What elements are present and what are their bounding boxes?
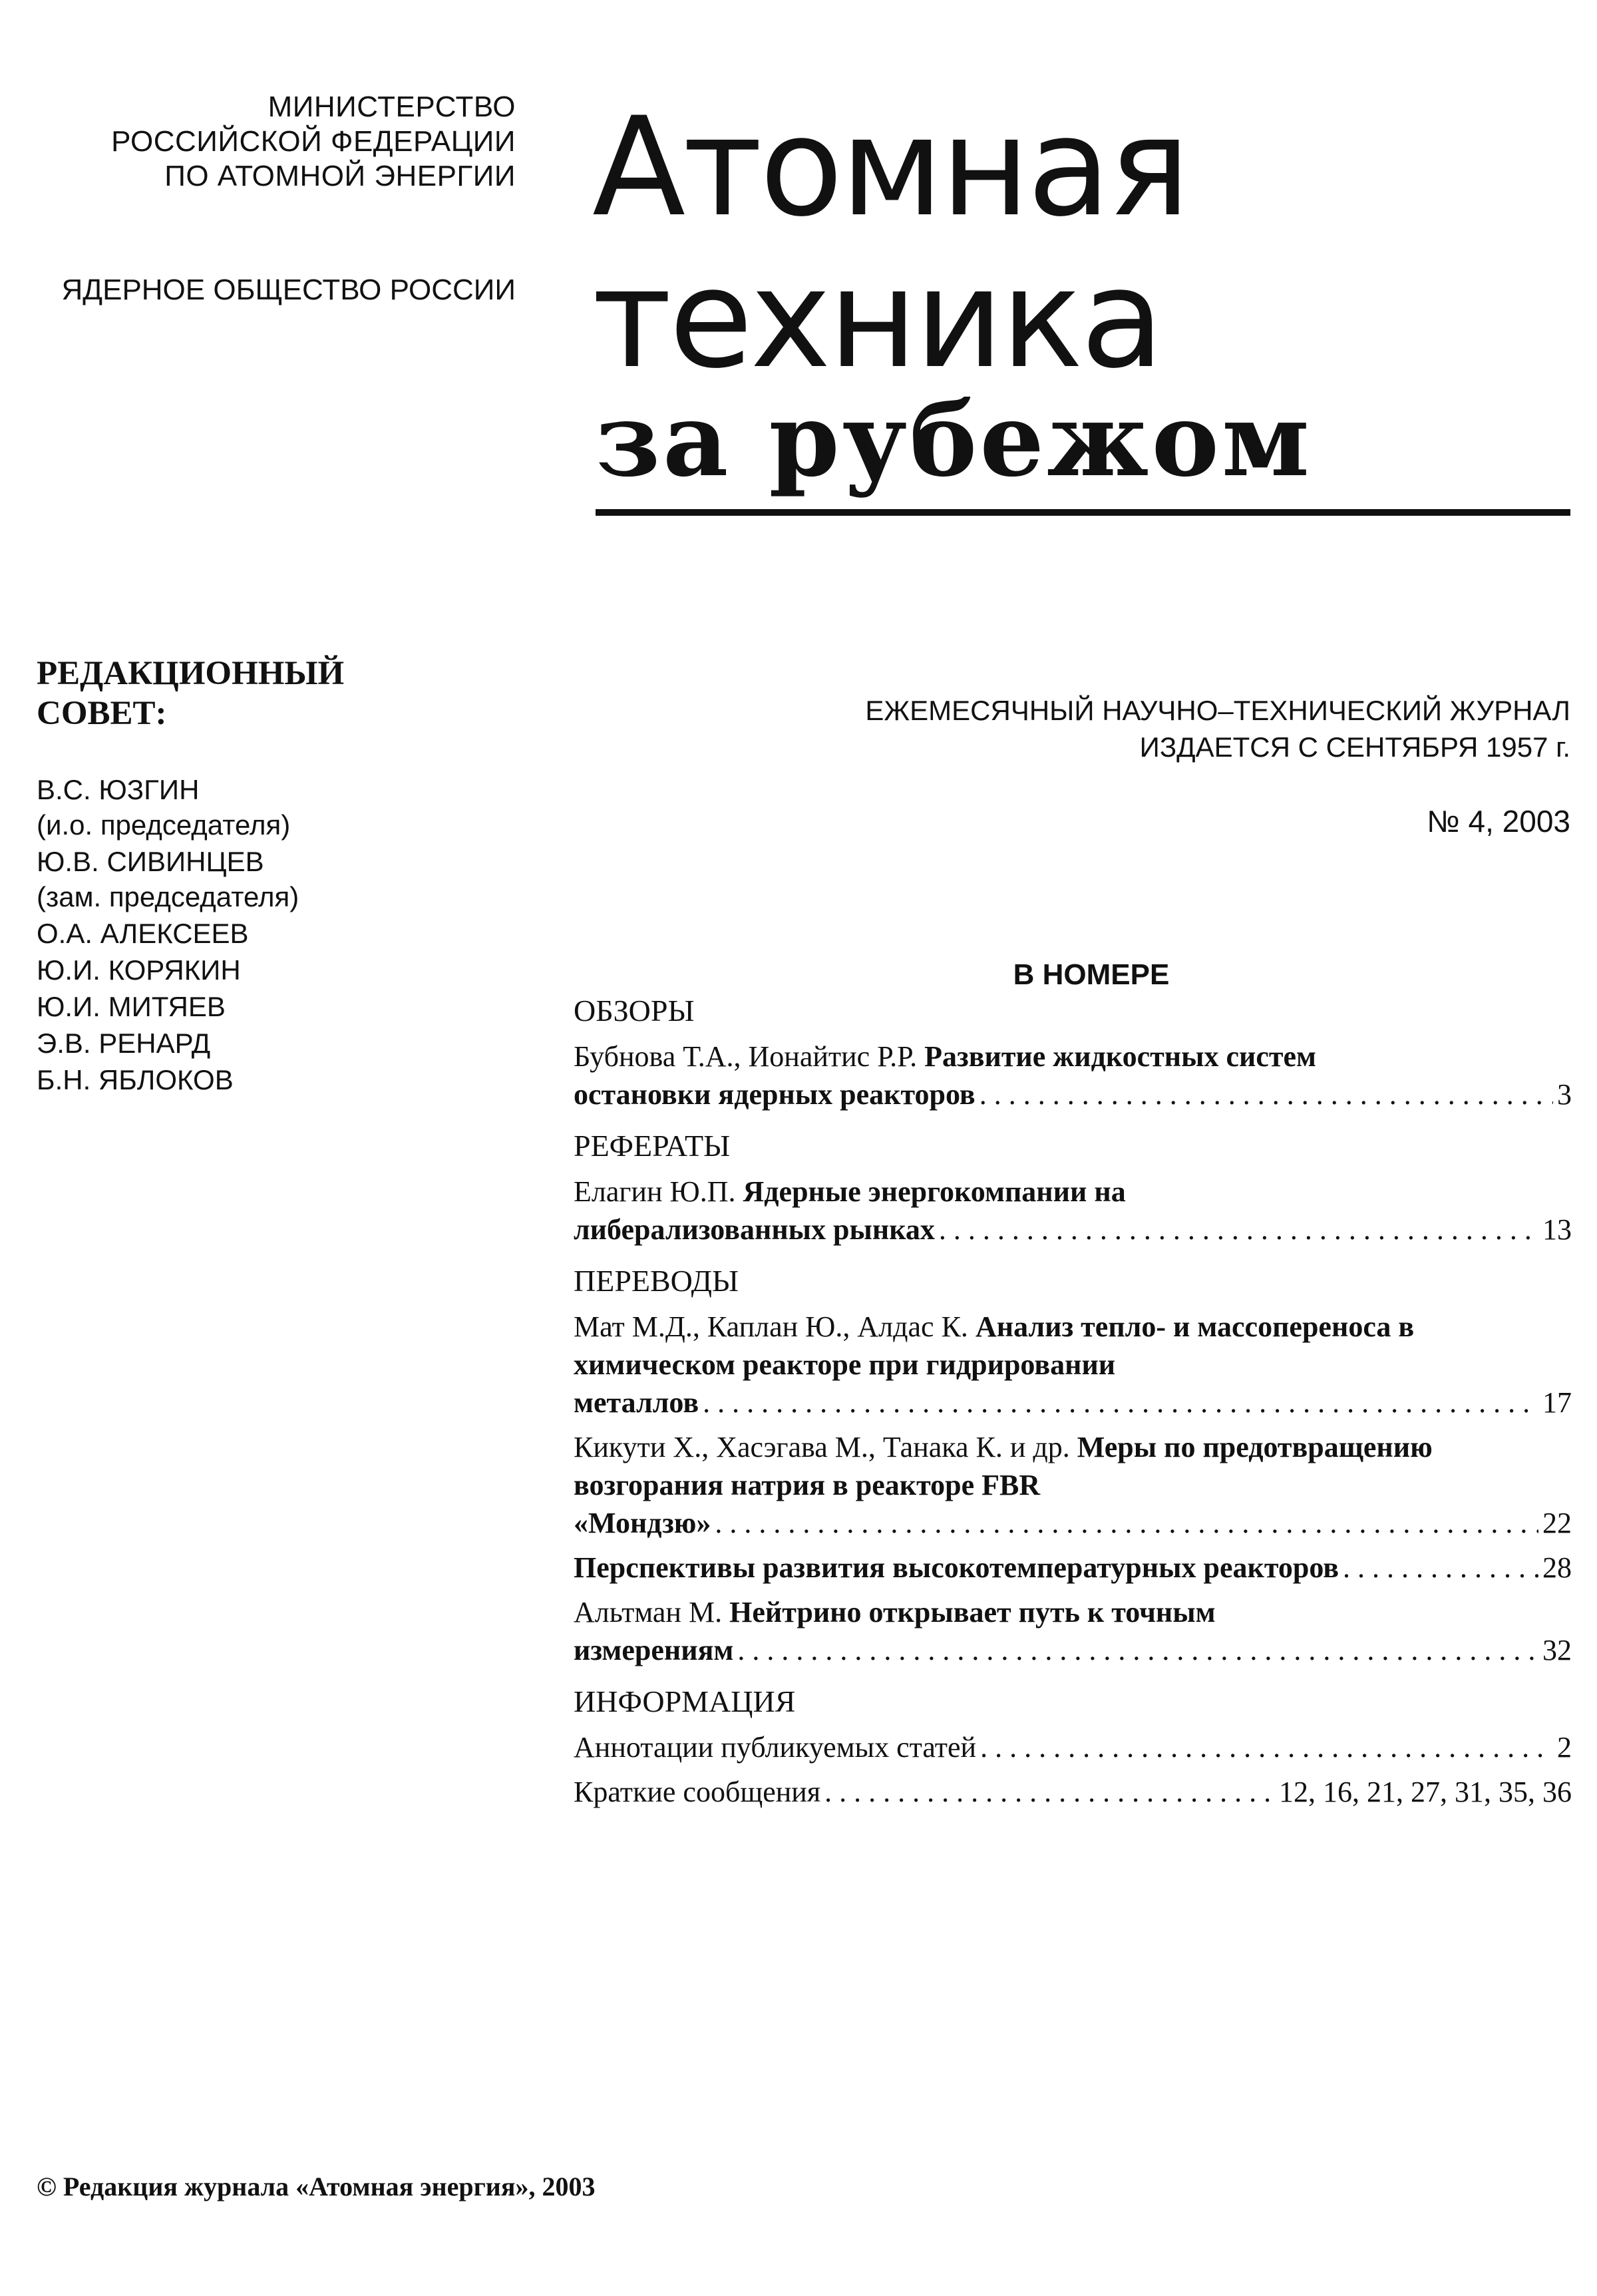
entry-last-line (574, 1211, 1572, 1248)
leader-dots (703, 1384, 1538, 1422)
entry-page: 2 (1557, 1731, 1572, 1764)
entry-last-line (574, 1631, 1572, 1669)
board-member-role: (зам. председателя) (37, 881, 299, 912)
editorial-board-title (37, 654, 383, 733)
entry-last-line (574, 1728, 1572, 1766)
entry-head (574, 1038, 1572, 1075)
board-member-name: Ю.В. СИВИНЦЕВ (37, 846, 264, 877)
description-line: ЕЖЕМЕСЯЧНЫЙ НАУЧНО–ТЕХНИЧЕСКИЙ ЖУРНАЛ (865, 695, 1570, 726)
board-member-role: (и.о. председателя) (37, 809, 291, 841)
contents-entry[interactable] (574, 1308, 1572, 1422)
ministry-line: РОССИЙСКОЙ ФЕДЕРАЦИИ (111, 125, 516, 158)
copyright: © Редакция журнала «Атомная энергия», 2003 (37, 2172, 596, 2201)
entry-title-tail: измерениям (574, 1634, 734, 1666)
society-name: ЯДЕРНОЕ ОБЩЕСТВО РОССИИ (61, 274, 516, 306)
board-member-name: Б.Н. ЯБЛОКОВ (37, 1064, 234, 1095)
entry-authors: Кикути Х., Хасэгава М., Танака К. и др. (574, 1431, 1077, 1463)
board-member-name: Ю.И. КОРЯКИН (37, 954, 241, 986)
board-title-line: СОВЕТ: (37, 695, 167, 732)
masthead-line-2: техника (592, 240, 1162, 399)
masthead-line-3: за рубежом (596, 380, 1312, 499)
board-member-name: Ю.И. МИТЯЕВ (37, 991, 226, 1022)
board-member (37, 772, 502, 843)
ministry-line: МИНИСТЕРСТВО (267, 91, 516, 123)
section-title: РЕФЕРАТЫ (574, 1129, 731, 1163)
contents-section (574, 992, 1572, 1113)
entry-title-head: Нейтрино открывает путь к точным (729, 1596, 1216, 1628)
board-member-name: Э.В. РЕНАРД (37, 1028, 211, 1059)
entry-head (574, 1173, 1572, 1211)
masthead-line-1: Атомная (592, 89, 1188, 247)
entry-title-tail: металлов (574, 1386, 699, 1419)
entry-page: 13 (1542, 1213, 1572, 1246)
entry-page: 22 (1542, 1507, 1572, 1539)
contents-entry[interactable] (574, 1428, 1572, 1542)
contents-entry[interactable] (574, 1773, 1572, 1811)
board-member-name: В.С. ЮЗГИН (37, 774, 200, 805)
section-title: ПЕРЕВОДЫ (574, 1264, 739, 1298)
contents-entry[interactable] (574, 1593, 1572, 1669)
board-member (37, 989, 502, 1024)
ministry-line: ПО АТОМНОЙ ЭНЕРГИИ (164, 160, 516, 192)
entry-title-tail: Аннотации публикуемых статей (574, 1731, 977, 1764)
entry-title-tail: Краткие сообщения (574, 1776, 821, 1808)
entry-title-head: Меры по предотвращению возгорания натрия в реакторе FBR (574, 1431, 1433, 1501)
entry-last-line (574, 1773, 1572, 1811)
entry-title-head: Развитие жидкостных систем (924, 1040, 1316, 1073)
contents-entry[interactable] (574, 1549, 1572, 1587)
contents-section (574, 1127, 1572, 1248)
board-member (37, 1062, 502, 1097)
entry-page: 12, 16, 21, 27, 31, 35, 36 (1279, 1776, 1572, 1808)
entry-authors: Альтман М. (574, 1596, 730, 1628)
leader-dots (939, 1211, 1538, 1248)
entry-authors: Елагин Ю.П. (574, 1175, 743, 1208)
entry-page: 28 (1542, 1551, 1572, 1584)
entry-last-line (574, 1075, 1572, 1113)
entry-page: 32 (1542, 1634, 1572, 1666)
contents-section (574, 1262, 1572, 1669)
entry-title-head: Ядерные энергокомпании на (743, 1175, 1126, 1208)
leader-dots (715, 1504, 1538, 1542)
leader-dots (824, 1773, 1275, 1811)
section-title: ИНФОРМАЦИЯ (574, 1684, 796, 1718)
board-member (37, 916, 502, 951)
leader-dots (1343, 1549, 1538, 1587)
contents-heading: В НОМЕРЕ (1013, 958, 1170, 991)
journal-description (699, 692, 1570, 765)
leader-dots (980, 1728, 1553, 1766)
board-member (37, 952, 502, 988)
leader-dots (979, 1075, 1553, 1113)
entry-title-tail: «Мондзю» (574, 1507, 711, 1539)
board-member-name: О.А. АЛЕКСЕЕВ (37, 918, 249, 949)
board-member (37, 844, 502, 914)
entry-title-tail: либерализованных рынках (574, 1213, 935, 1246)
entry-page: 17 (1542, 1386, 1572, 1419)
table-of-contents (574, 992, 1572, 1824)
entry-title-tail: остановки ядерных реакторов (574, 1078, 976, 1111)
contents-entry[interactable] (574, 1038, 1572, 1113)
section-title: ОБЗОРЫ (574, 994, 695, 1028)
entry-authors: Бубнова Т.А., Ионайтис Р.Р. (574, 1040, 925, 1073)
entry-head (574, 1308, 1572, 1384)
entry-last-line (574, 1549, 1572, 1587)
entry-authors: Мат М.Д., Каплан Ю., Алдас К. (574, 1310, 976, 1343)
masthead-rule (596, 509, 1570, 516)
description-line: ИЗДАЕТСЯ С СЕНТЯБРЯ 1957 г. (1139, 731, 1570, 763)
entry-title-head: Анализ тепло- и массопереноса в химическом реакторе при гидрировании (574, 1310, 1415, 1381)
issue-number: № 4, 2003 (1427, 804, 1570, 839)
contents-section (574, 1682, 1572, 1811)
contents-entry[interactable] (574, 1173, 1572, 1248)
entry-head (574, 1428, 1572, 1504)
entry-title-tail: Перспективы развития высокотемпературных реакторов (574, 1551, 1339, 1584)
ministry-name (40, 90, 516, 194)
leader-dots (737, 1631, 1538, 1669)
editorial-board-members (37, 772, 502, 1099)
entry-last-line (574, 1504, 1572, 1542)
entry-page: 3 (1557, 1078, 1572, 1111)
board-member (37, 1026, 502, 1061)
contents-entry[interactable] (574, 1728, 1572, 1766)
entry-head (574, 1593, 1572, 1631)
board-title-line: РЕДАКЦИОННЫЙ (37, 655, 345, 692)
entry-last-line (574, 1384, 1572, 1422)
